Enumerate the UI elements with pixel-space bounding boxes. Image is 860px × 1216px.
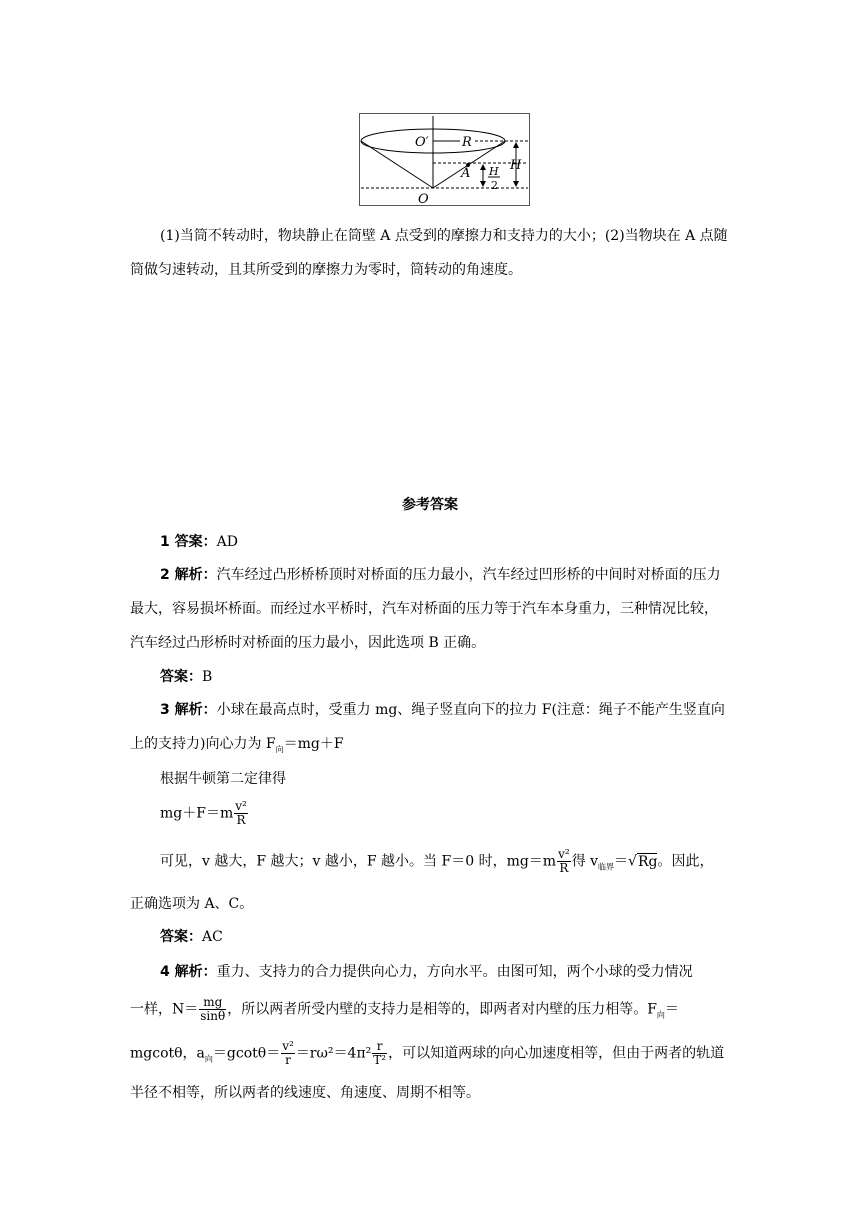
a4-text2c: ＝ — [664, 1001, 679, 1018]
label-a: A — [461, 166, 471, 181]
r-t2-fraction — [372, 1040, 387, 1067]
answer-2-value: B — [202, 669, 213, 685]
eq-fraction — [234, 800, 248, 827]
v2-r-fraction — [281, 1040, 295, 1067]
analysis-2 — [130, 558, 730, 660]
analysis-3-text1-end: ＝mg＋F — [283, 736, 344, 752]
r-num: r — [372, 1040, 387, 1054]
answers-heading: 参考答案 — [402, 497, 458, 513]
t2-den: T² — [373, 1053, 387, 1067]
line4-fraction — [557, 848, 571, 875]
a4-text2a: 一样，N＝ — [130, 1001, 199, 1018]
problem-text: (1)当筒不转动时，物块静止在筒壁 A 点受到的摩擦力和支持力的大小；(2)当物块在 A 点随筒做匀速转动，且其所受到的摩擦力为零时，筒转动的角速度。 — [130, 228, 728, 278]
eq-den: R — [236, 813, 246, 827]
analysis-4-line3 — [130, 1040, 730, 1067]
answer-3 — [160, 926, 760, 946]
answer-2-label: 答案： — [160, 669, 202, 685]
cone-diagram — [359, 113, 530, 206]
answer-1-label: 1 答案： — [160, 534, 217, 550]
sqrt-rg: Rg — [637, 853, 658, 870]
n-num: mg — [199, 996, 226, 1010]
label-h: H — [510, 158, 522, 173]
a4-text3a: mgcotθ，a — [130, 1045, 205, 1062]
analysis-2-label: 2 解析： — [160, 567, 217, 583]
answer-1 — [160, 531, 760, 551]
answer-1-value: AD — [216, 534, 238, 550]
a4-text2b: ，所以两者所受内壁的支持力是相等的，即两者对内壁的压力相等。F — [227, 1001, 657, 1018]
sub-xiang: 向 — [275, 744, 284, 754]
label-r: R — [462, 135, 472, 150]
line4-a: 可见，v 越大，F 越大；v 越小，F 越小。当 F＝0 时，mg＝m — [160, 853, 557, 870]
analysis-3-line2: 根据牛顿第二定律得 — [160, 771, 286, 787]
line4-den: R — [559, 861, 569, 875]
n-fraction — [199, 996, 226, 1023]
r-den: r — [285, 1053, 291, 1067]
sub-linjie: 临界 — [598, 862, 615, 872]
answer-3-label: 答案： — [160, 929, 202, 945]
label-half-h-den: 2 — [491, 179, 498, 192]
label-half-h-num: H — [489, 165, 499, 178]
v2-num: v² — [282, 1039, 294, 1053]
sub-xiang-3: 向 — [204, 1054, 213, 1064]
a4-text3d: ，可以知道两球的向心加速度相等，但由于两者的轨道 — [388, 1045, 725, 1062]
sub-xiang-2: 向 — [656, 1010, 665, 1020]
analysis-2-text: 汽车经过凸形桥桥顶时对桥面的压力最小，汽车经过凹形桥的中间时对桥面的压力最大，容易损坏桥面。而经过水平桥时，汽车对桥面的压力等于汽车本身重力，三种情况比较，汽车经过凸形桥时对桥面的压力最小，因此选项 B 正确。 — [130, 567, 721, 651]
analysis-4-line4: 半径不相等，所以两者的线速度、角速度、周期不相等。 — [130, 1085, 480, 1101]
line4-c: ＝ — [614, 853, 629, 870]
eq-num: v² — [235, 799, 247, 813]
answer-3-value: AC — [202, 929, 223, 945]
line4-d: 。因此， — [657, 853, 714, 870]
eq-left: mg＋F＝m — [160, 805, 234, 822]
analysis-3 — [130, 693, 730, 767]
a4-text3c: ＝rω²＝4π² — [295, 1045, 372, 1062]
line4-num: v² — [558, 847, 570, 861]
analysis-4-text1: 重力、支持力的合力提供向心力，方向水平。由图可知，两个小球的受力情况 — [216, 964, 693, 980]
analysis-3-label: 3 解析： — [160, 702, 217, 718]
label-o-prime: O′ — [415, 135, 429, 150]
line4-b: 得 v — [571, 853, 599, 870]
analysis-4-line1 — [160, 961, 760, 981]
analysis-3-text1: 小球在最高点时，受重力 mg、绳子竖直向下的拉力 F(注意：绳子不能产生竖直向上的支持力)向心力为 F — [130, 702, 725, 752]
n-den: sinθ — [200, 1009, 226, 1023]
analysis-3-line5: 正确选项为 A、C。 — [130, 896, 254, 912]
a4-text3b: ＝gcotθ＝ — [212, 1045, 281, 1062]
analysis-4-label: 4 解析： — [160, 964, 217, 980]
answer-2 — [160, 666, 760, 686]
analysis-3-equation — [160, 800, 760, 827]
analysis-4-line2 — [130, 996, 730, 1023]
analysis-3-line4: 可见，v 越大，F 越大；v 越小，F 越小。当 F＝0 时，mg＝m $\frac{\text{v²}}{R}$ 得 $v_{临界}=√Rg$。因此， — [160, 847, 714, 875]
label-o: O — [418, 192, 429, 205]
